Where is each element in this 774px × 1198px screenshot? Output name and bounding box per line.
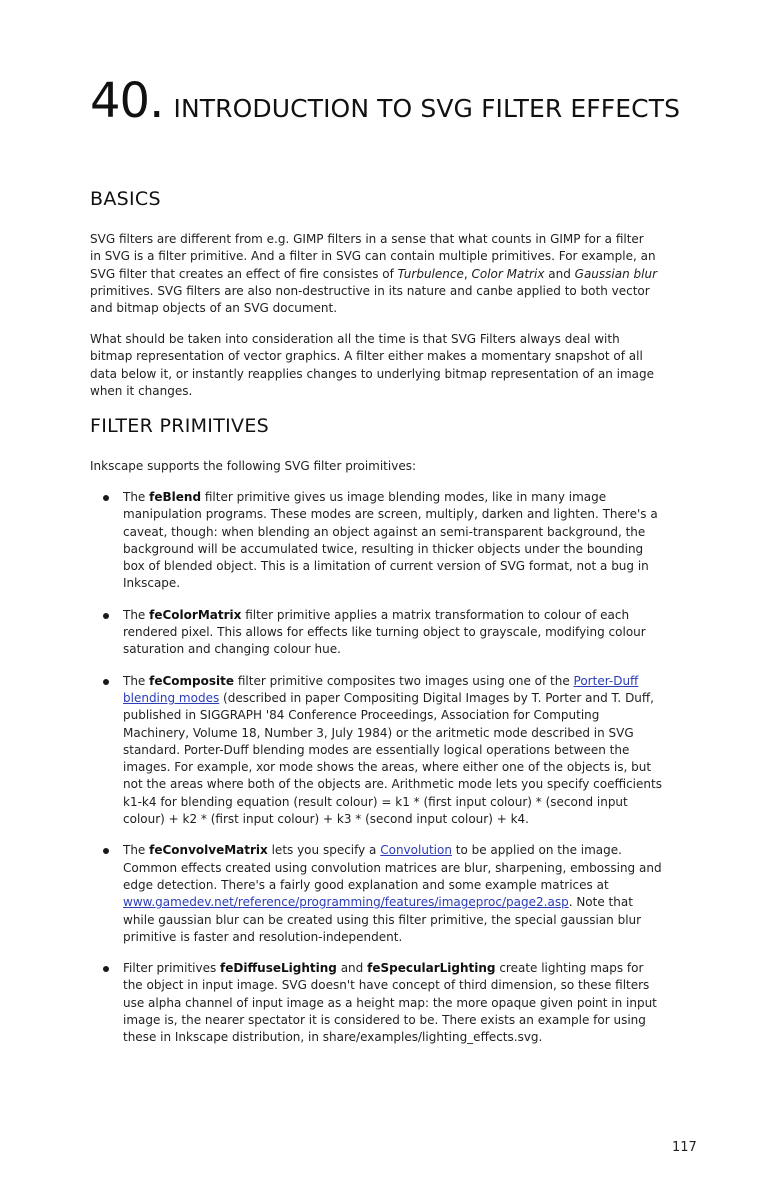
page-number: 117 xyxy=(672,1140,697,1155)
item-prefix: The xyxy=(123,843,150,858)
list-item-fecomposite xyxy=(90,673,665,829)
primitive-name-2: feSpecularLighting xyxy=(367,961,496,976)
convolution-link[interactable]: Convolution xyxy=(380,843,452,858)
basics-p1-rest: primitives. SVG filters are also non-destructive in its nature and canbe applied to both vector and bitmap objects of an SVG document. xyxy=(90,283,650,316)
bullet-icon xyxy=(103,679,109,685)
chapter-title xyxy=(90,72,690,131)
basics-p1-sep: , xyxy=(463,266,472,281)
item-text: filter primitive gives us image blending modes, like in many image manipulation programs. These modes are screen, multiply, darken and lighten. There's a caveat, though: when blending an object against an semi-transparent background, the background will be accumulated twice, resulting in thicker objects under the bounding box of blended object. This is a limitation of current version of SVG format, not a bug in Inkscape. xyxy=(123,490,658,591)
basics-p1-text: SVG filters are different from e.g. GIMP filters in a sense that what counts in GIMP for a filter in SVG is a filter primitive. And a filter in SVG can contain multiple primitives. For example, an SVG filter that creates an effect of fire consistes of xyxy=(90,232,656,281)
primitive-name: feBlend xyxy=(149,490,202,504)
primitive-name: feConvolveMatrix xyxy=(149,843,268,858)
item-prefix: The xyxy=(123,490,150,504)
item-text-cont: to be applied on the image. Common effects created using convolution matrices are blur, sharpening, embossing and edge detection. There's a fairly good explanation and some example matrices at xyxy=(123,843,662,892)
item-text: create lighting maps for the object in input image. SVG doesn't have concept of third dimension, so these filters use alpha channel of input image as a height map: the more opaque given point in input image is, the nearer spectator it is considered to be. There exists an example for using these in Inkscape distribution, in share/examples/lighting_effects.svg. xyxy=(123,961,657,1045)
bullet-icon xyxy=(103,848,109,854)
item-text: filter primitive applies a matrix transformation to colour of each rendered pixel. This allows for effects like turning object to grayscale, modifying colour saturation and changing colour hue. xyxy=(123,607,646,657)
primitive-name: feDiffuseLighting xyxy=(220,961,337,976)
bullet-icon xyxy=(103,495,109,501)
item-text-end: . Note that while gaussian blur can be created using this filter primitive, the special gaussian blur primitive is faster and resolution-independent. xyxy=(123,895,642,944)
chapter-number: 40. xyxy=(90,73,164,129)
section-heading-filter-primitives: FILTER PRIMITIVES xyxy=(90,415,269,437)
list-item-feblend xyxy=(90,489,665,593)
item-and: and xyxy=(336,961,368,976)
primitives-list xyxy=(90,489,665,1061)
item-prefix: Filter primitives xyxy=(123,961,221,976)
chapter-title-text: INTRODUCTION TO SVG FILTER EFFECTS xyxy=(173,94,681,123)
term-color-matrix: Color Matrix xyxy=(471,266,545,281)
basics-paragraph-1 xyxy=(90,231,658,317)
list-item-feconvolvematrix xyxy=(90,842,665,946)
primitive-name: feComposite xyxy=(149,673,235,688)
item-text: lets you specify a xyxy=(267,843,381,858)
list-item-lighting xyxy=(90,960,665,1046)
primitives-intro: Inkscape supports the following SVG filter proimitives: xyxy=(90,459,416,473)
item-text: filter primitive composites two images using one of the xyxy=(234,673,574,688)
section-heading-basics: BASICS xyxy=(90,188,161,210)
bullet-icon xyxy=(103,966,109,972)
gamedev-link[interactable]: www.gamedev.net/reference/programming/features/imageproc/page2.asp xyxy=(123,895,569,910)
term-gaussian-blur: Gaussian blur xyxy=(574,266,658,281)
term-turbulence: Turbulence xyxy=(397,266,464,281)
basics-paragraph-2: What should be taken into consideration all the time is that SVG Filters always deal with bitmap representation of vector graphics. A filter either makes a momentary snapshot of all data below it, or instantly reapplies changes to underlying bitmap representation of an image when it changes. xyxy=(90,332,654,398)
item-prefix: The xyxy=(123,607,150,622)
bullet-icon xyxy=(103,613,109,619)
item-prefix: The xyxy=(123,673,150,688)
primitive-name: feColorMatrix xyxy=(149,607,242,622)
porter-duff-link[interactable]: Porter-Duff blending modes xyxy=(123,673,639,705)
list-item-fecolormatrix xyxy=(90,607,665,659)
item-text-cont: (described in paper Compositing Digital Images by T. Porter and T. Duff, published in SIGGRAPH '84 Conference Proceedings, Association for Computing Machinery, Volume 18, Number 3, July 1984) or the aritmetic mode described in SVG standard. Porter-Duff blending modes are essentially logical operations between the images. For example, xor mode shows the areas, where either one of the objects is, but not the areas where both of the objects are. Arithmetic mode lets you specify coefficients k1-k4 for blending equation (result colour) = k1 * (first input colour) * (second input colour) + k2 * (first input colour) + k3 * (second input colour) + k4. xyxy=(123,690,662,827)
basics-p1-and: and xyxy=(544,266,575,281)
